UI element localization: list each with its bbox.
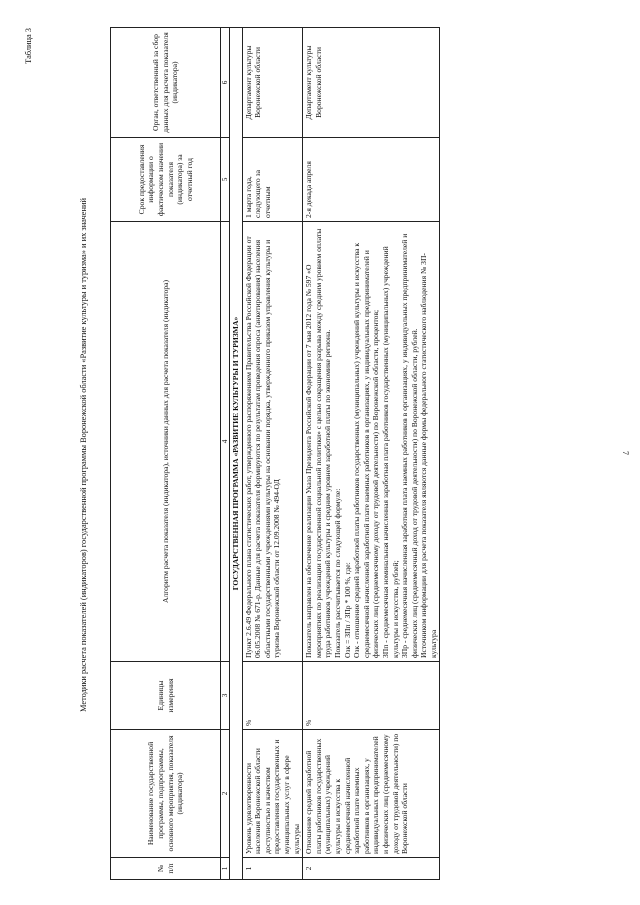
header-deadline: Срок предоставления информации о фактическом значении показателя (индикатора) за отчетный год [111,138,221,222]
row-name: Уровень удовлетворенности населения Воронежской области доступностью и качеством предоставления государственных и муниципальных услуг в сфере культуры [242,730,303,858]
header-num: № п/п [111,858,221,880]
row-name: Отношение средней заработной платы работников государственных (муниципальных) учреждений культуры и искусства к среднемесячной начисленной заработной плате наемных работников в организациях, у индивидуальных предпринимателей и физических лиц (среднемесячному доходу от трудовой деятельности) по Воронежской области [303,730,440,858]
col-number: 5 [221,138,230,222]
page-number: 7 [621,451,630,455]
table-row [242,28,303,880]
table-label: Таблица 3 [24,28,33,64]
row-num: 2 [303,858,440,880]
column-number-row [221,28,230,880]
table-caption: Методики расчета показателей (индикаторов) государственной программы Воронежской области «Развитие культуры и туризма» и их значений [79,198,88,712]
header-algorithm: Алгоритм расчета показателя (индикатора), источники данных для расчета показателя (индикатора) [111,222,221,662]
algorithm-line: ЗПр - среднемесячная начисленная заработная плата наемных работников в организациях, у индивидуальных предпринимателей и физических лиц (среднемесячный доход от трудовой деятельности) по Воронежской области, рублей. [400,233,419,658]
table-row [303,28,440,880]
algorithm-line: Показатель рассчитывается по следующей формуле: [332,488,342,658]
col-number: 3 [221,662,230,730]
algorithm-line: Озк = ЗПп / ЗПр * 100 %, где: [342,562,352,658]
row-algorithm [303,222,440,662]
algorithm-line: Озк - отношение средней заработной платы работников государственных (муниципальных) учреждений культуры и искусства к среднемесячной начисленной заработной плате наемных работников в организациях, у индивидуальных предпринимателей и физических лиц (среднемесячному доходу от трудовой деятельности) по Воронежской области, процентов; [352,242,381,658]
rotated-sheet [10,20,610,890]
row-deadline: 2-я декада апреля [303,138,440,222]
section-row [230,28,243,880]
row-algorithm: Пункт 2.6.49 Федерального плана статистических работ, утвержденного распоряжением Правительства Российской Федерации от 06.05.2008 № 671-р. Данные для расчета показателя формируются по результатам проведения опроса (анкетирования) населения областными государственными учреждениями культуры на основании порядка, утвержденного приказом управления культуры и туризма Воронежской области от 12.09.2008 № 494-ОД [242,222,303,662]
row-num: 1 [242,858,303,880]
col-number: 2 [221,730,230,858]
row-organ: Департамент культуры Воронежской области [242,28,303,138]
indicators-table [110,27,440,880]
header-row [111,28,221,880]
header-unit: Единицы измерения [111,662,221,730]
col-number: 1 [221,858,230,880]
section-title: ГОСУДАРСТВЕННАЯ ПРОГРАММА «РАЗВИТИЕ КУЛЬТУРЫ И ТУРИЗМА» [230,28,243,880]
row-unit: % [303,662,440,730]
col-number: 4 [221,222,230,662]
algorithm-line: Источником информации для расчета показателя являются данные формы федерального статистического наблюдения № ЗП-культура [419,253,438,658]
algorithm-line: Показатель направлен на обеспечение реализации Указа Президента Российской Федерации от 7 мая 2012 года № 597 «О мероприятиях по реализации государственной социальной политики» с целью сокращения разрыва между средним уровнем оплаты труда работников учреждений культуры и средним уровнем заработной платы по экономике региона. [304,228,333,658]
row-organ: Департамент культуры Воронежской области [303,28,440,138]
row-deadline: 1 марта года, следующего за отчетным [242,138,303,222]
header-name: Наименование государственной программы, подпрограммы, основного мероприятия, показателя (индикатора) [111,730,221,858]
algorithm-line: ЗПп - среднемесячная номинальная начисленная заработная плата работников государственных (муниципальных) учреждений культуры и искусства, рублей; [380,246,400,658]
row-unit: % [242,662,303,730]
col-number: 6 [221,28,230,138]
header-organ: Орган, ответственный за сбор данных для расчета показателя (индикатора) [111,28,221,138]
